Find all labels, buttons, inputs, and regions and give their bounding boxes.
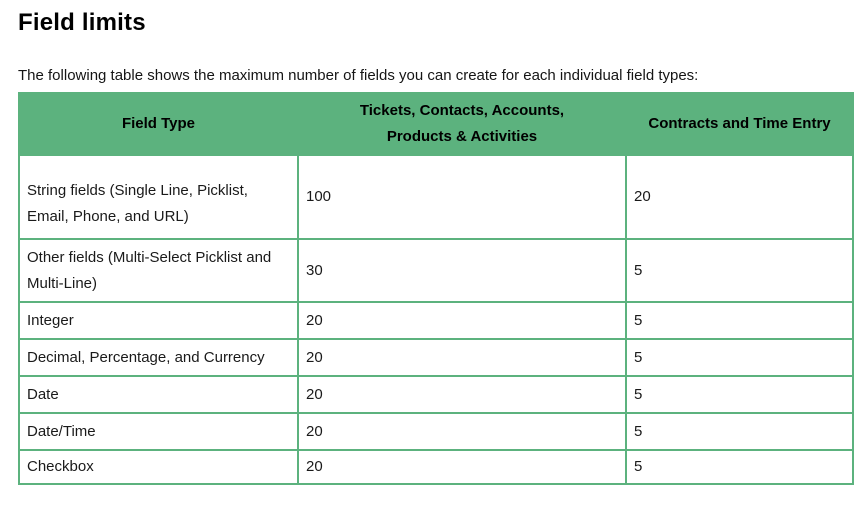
header-row [19, 93, 853, 155]
table-row [19, 450, 853, 484]
tickets-limit-cell: 20 [298, 302, 626, 339]
field-type-cell: Decimal, Percentage, and Currency [19, 339, 298, 376]
tickets-limit-cell: 20 [298, 413, 626, 450]
contracts-limit-cell: 20 [626, 155, 853, 239]
table-row [19, 239, 853, 302]
contracts-limit-cell: 5 [626, 450, 853, 484]
table-row [19, 155, 853, 239]
tickets-limit-cell: 100 [298, 155, 626, 239]
header-line: Contracts and Time Entry [648, 115, 831, 132]
intro-text: The following table shows the maximum number of fields you can create for each individual field types: [18, 67, 699, 84]
field-type-cell: String fields (Single Line, Picklist, Email, Phone, and URL) [19, 155, 298, 239]
field-type-cell: Other fields (Multi-Select Picklist and Multi-Line) [19, 239, 298, 302]
header-line: Tickets, Contacts, Accounts, [359, 102, 565, 119]
header-tickets-contacts-accounts [298, 93, 626, 155]
contracts-limit-cell: 5 [626, 302, 853, 339]
table-header [19, 93, 853, 155]
tickets-limit-cell: 30 [298, 239, 626, 302]
field-type-cell: Date [19, 376, 298, 413]
header-line: Products & Activities [386, 128, 538, 145]
header-line: Field Type [121, 115, 196, 132]
tickets-limit-cell: 20 [298, 339, 626, 376]
header-contracts-time-entry [626, 93, 853, 155]
field-limits-table [18, 92, 854, 485]
contracts-limit-cell: 5 [626, 413, 853, 450]
page-title: Field limits [18, 9, 146, 36]
contracts-limit-cell: 5 [626, 239, 853, 302]
field-type-cell: Integer [19, 302, 298, 339]
table-row [19, 413, 853, 450]
header-field-type [19, 93, 298, 155]
table-body [19, 155, 853, 484]
table-row [19, 302, 853, 339]
table-row [19, 376, 853, 413]
table-row [19, 339, 853, 376]
field-type-cell: Checkbox [19, 450, 298, 484]
tickets-limit-cell: 20 [298, 450, 626, 484]
tickets-limit-cell: 20 [298, 376, 626, 413]
field-type-cell: Date/Time [19, 413, 298, 450]
contracts-limit-cell: 5 [626, 376, 853, 413]
contracts-limit-cell: 5 [626, 339, 853, 376]
